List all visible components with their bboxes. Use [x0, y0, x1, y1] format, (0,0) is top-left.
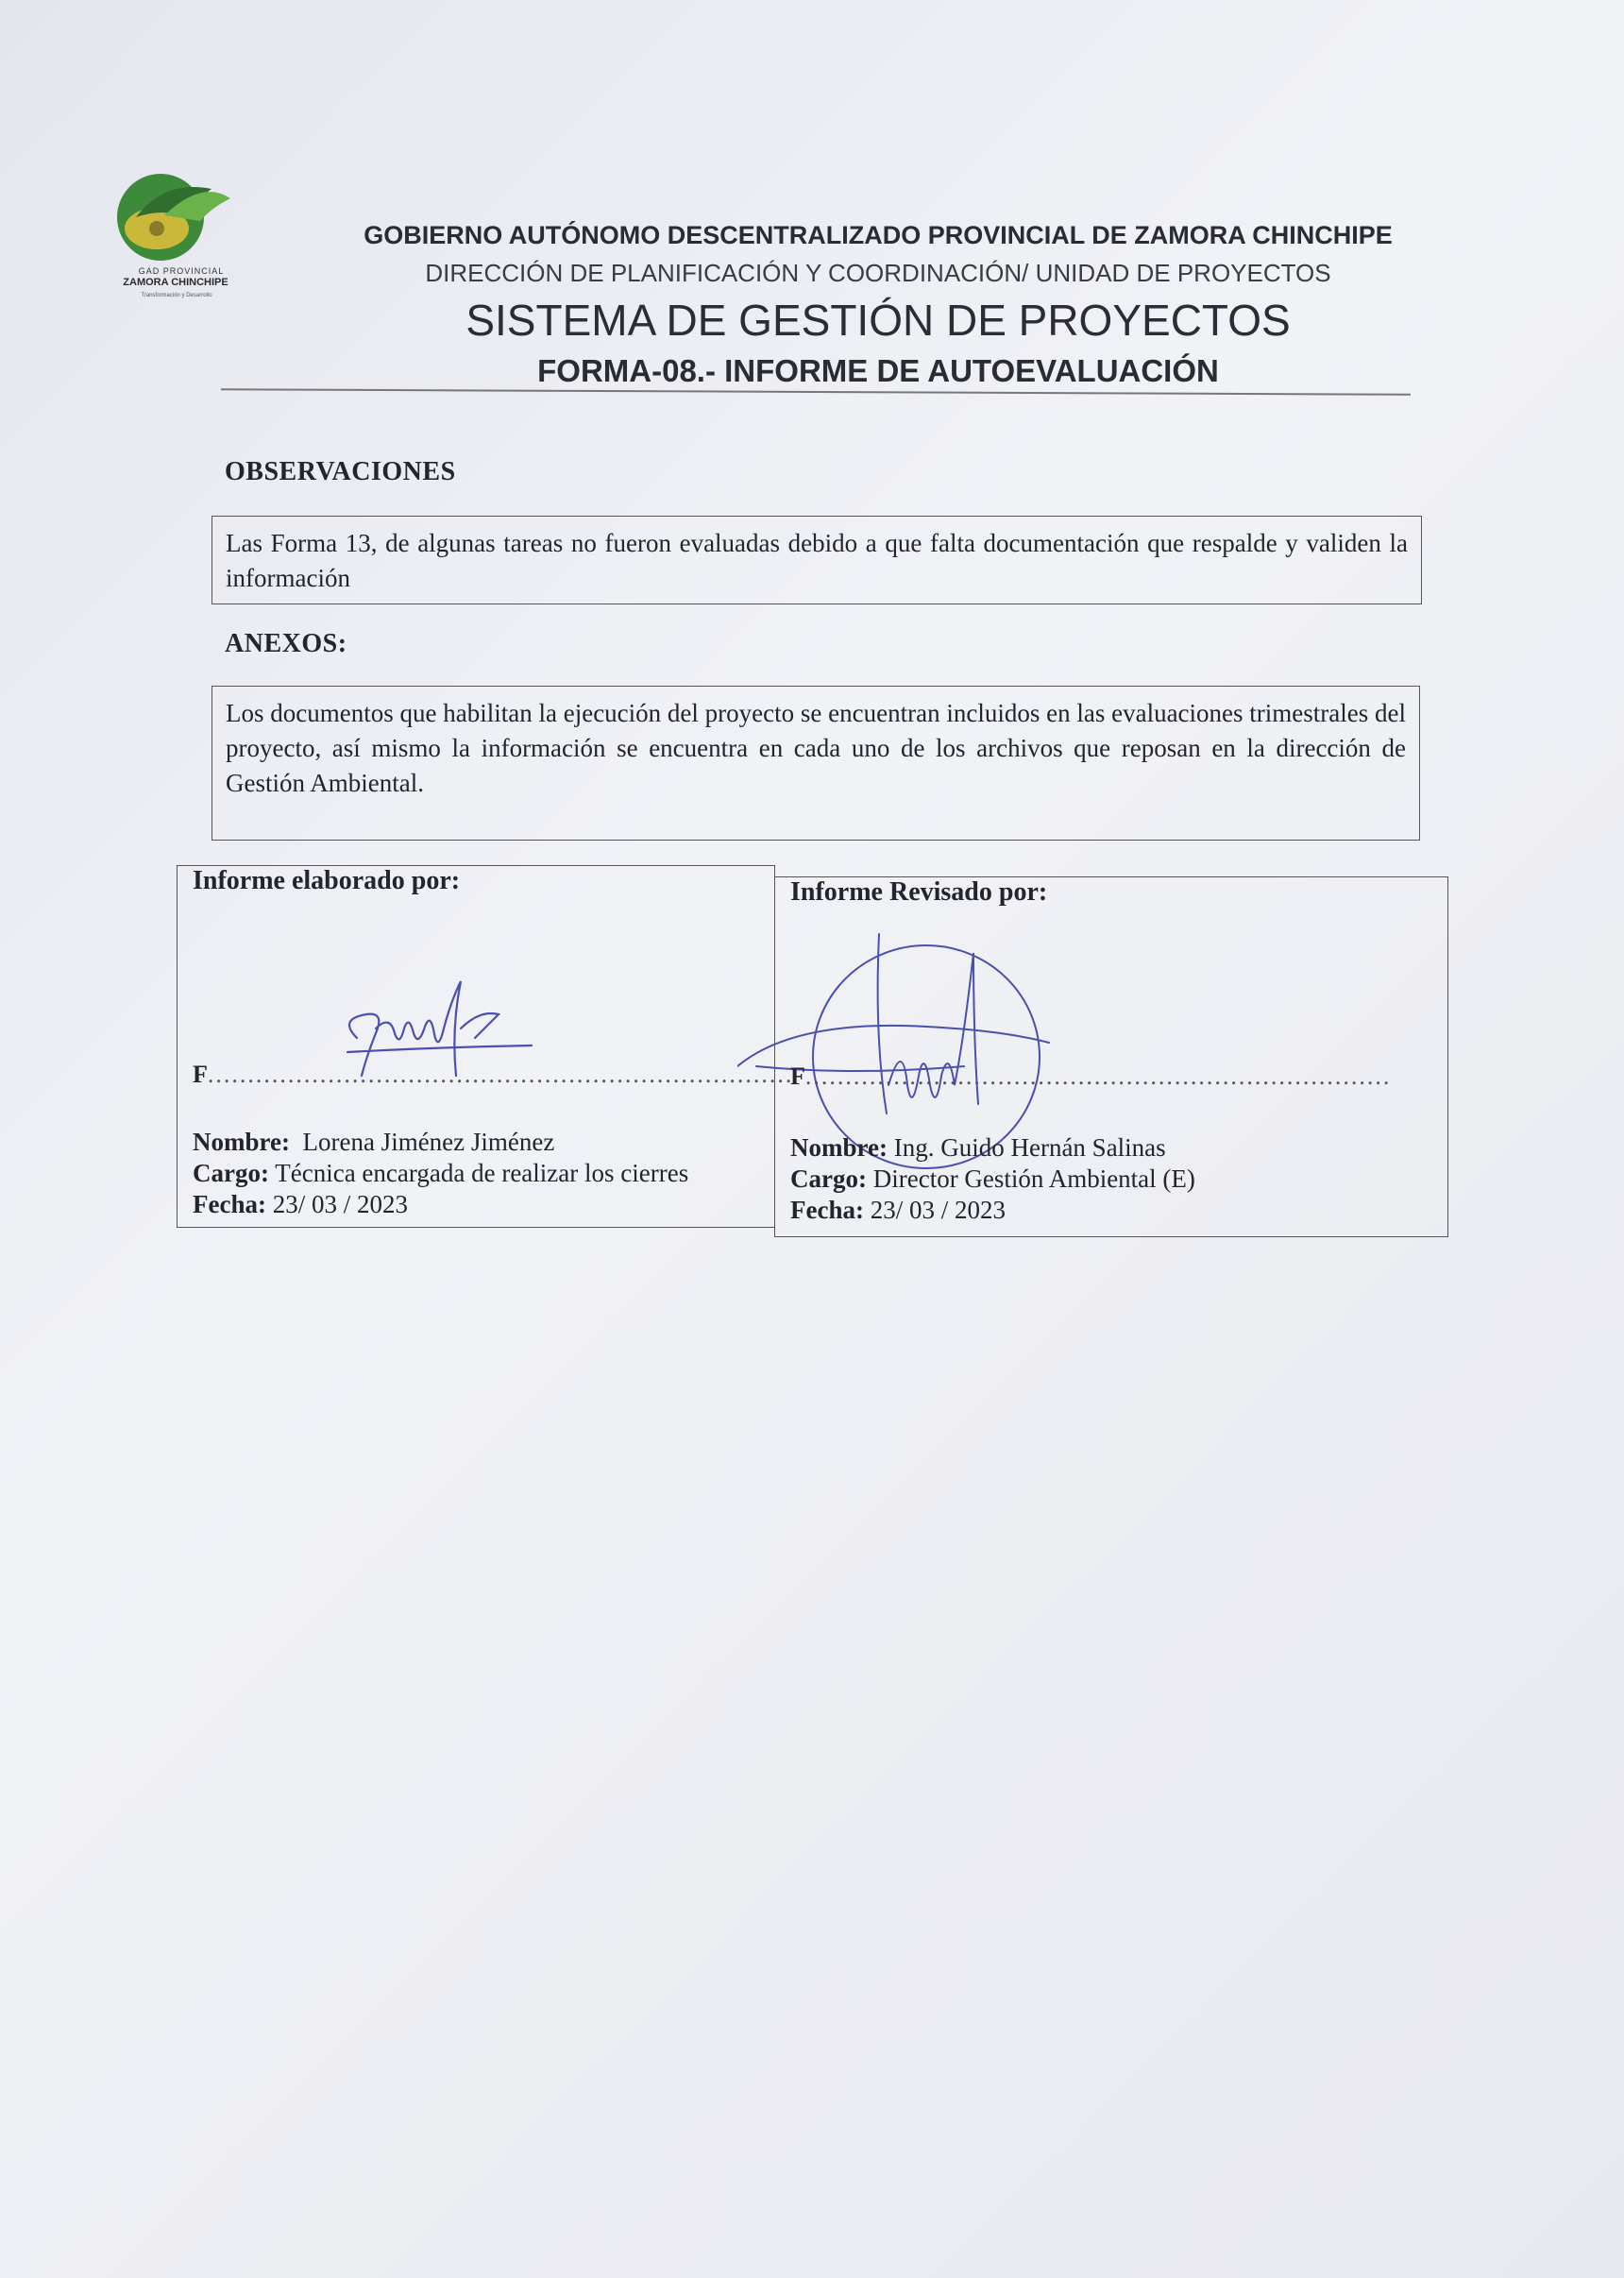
logo-text-gad: GAD PROVINCIAL [138, 266, 225, 276]
nombre-label-revisado: Nombre: [790, 1133, 888, 1162]
elaborado-details [193, 1127, 688, 1220]
signature-block-elaborado [177, 865, 794, 1228]
header-divider [221, 388, 1411, 395]
anexos-box [211, 686, 1420, 841]
nombre-revisado: Ing. Guido Hernán Salinas [893, 1133, 1166, 1162]
signature-line-elaborado: F......................................................................... [193, 1061, 794, 1088]
anexos-heading: ANEXOS: [225, 629, 347, 658]
revisado-details [790, 1132, 1195, 1226]
anexos-text: Los documentos que habilitan la ejecución del proyecto se encuentran incluidos en las evaluaciones trimestrales del proyecto, así mismo la información se encuentra en cada uno de los archivos que reposan en la dirección de Gestión Ambiental. [226, 699, 1406, 797]
cargo-elaborado: Técnica encargada de realizar los cierres [275, 1159, 689, 1187]
organization-logo [98, 151, 249, 302]
observaciones-box [211, 516, 1422, 604]
logo-emblem-icon [98, 151, 249, 269]
department-title: DIRECCIÓN DE PLANIFICACIÓN Y COORDINACIÓN/ UNIDAD DE PROYECTOS [425, 259, 1331, 287]
form-title: FORMA-08.- INFORME DE AUTOEVALUACIÓN [537, 353, 1219, 388]
fecha-label-revisado: Fecha: [790, 1196, 864, 1224]
cargo-label-elaborado: Cargo: [193, 1159, 269, 1187]
system-title: SISTEMA DE GESTIÓN DE PROYECTOS [465, 296, 1291, 345]
fecha-elaborado: 23/ 03 / 2023 [272, 1190, 408, 1218]
cargo-label-revisado: Cargo: [790, 1164, 867, 1193]
observaciones-heading: OBSERVACIONES [225, 457, 456, 486]
fecha-revisado: 23/ 03 / 2023 [870, 1196, 1006, 1224]
elaborado-heading: Informe elaborado por: [193, 866, 461, 895]
signature-line-revisado: F......................................................................... [790, 1062, 1392, 1090]
logo-text-province: ZAMORA CHINCHIPE [123, 277, 228, 288]
cargo-revisado: Director Gestión Ambiental (E) [872, 1164, 1195, 1193]
nombre-label-elaborado: Nombre: [193, 1128, 290, 1156]
observaciones-text: Las Forma 13, de algunas tareas no fueron evaluadas debido a que falta documentación que respalde y validen la información [226, 529, 1408, 592]
organization-title: GOBIERNO AUTÓNOMO DESCENTRALIZADO PROVINCIAL DE ZAMORA CHINCHIPE [364, 221, 1393, 249]
logo-text-slogan: Transformación y Desarrollo [141, 293, 212, 298]
revisado-heading: Informe Revisado por: [790, 877, 1048, 907]
nombre-elaborado: Lorena Jiménez Jiménez [302, 1128, 555, 1156]
f-label-revisado: F [790, 1062, 805, 1090]
signature-block-revisado [774, 876, 1448, 1237]
fecha-label-elaborado: Fecha: [193, 1190, 266, 1218]
f-label-elaborado: F [193, 1061, 208, 1088]
